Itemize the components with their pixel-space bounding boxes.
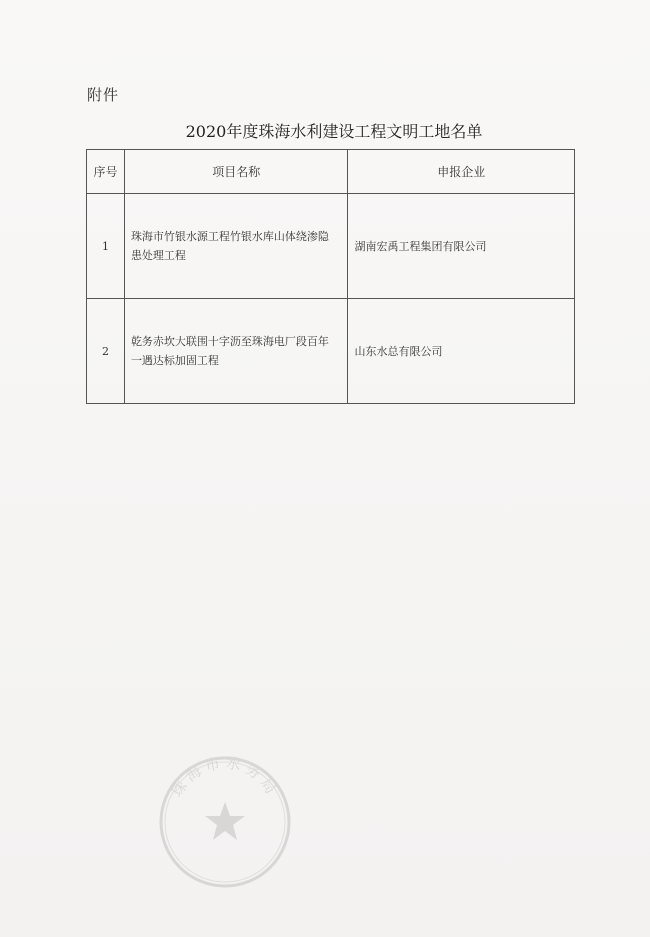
- table-row: [87, 194, 575, 299]
- document-title: 2020年度珠海水利建设工程文明工地名单: [185, 122, 483, 141]
- row-project-name: 乾务赤坎大联围十字沥至珠海电厂段百年一遇达标加固工程: [124, 299, 348, 404]
- official-seal-stamp: [155, 752, 295, 892]
- svg-text:珠海市水务局: 珠海市水务局: [167, 753, 283, 801]
- award-list-table: [86, 149, 575, 404]
- table-row: [87, 299, 575, 404]
- row-no: 2: [87, 299, 125, 404]
- header-project: 项目名称: [124, 150, 348, 194]
- header-no: 序号: [87, 150, 125, 194]
- row-company: 湖南宏禹工程集团有限公司: [348, 194, 575, 299]
- table-header-row: [87, 150, 575, 194]
- row-project-name: 珠海市竹银水源工程竹银水库山体绕渗隐患处理工程: [124, 194, 348, 299]
- header-company: 申报企业: [348, 150, 575, 194]
- row-no: 1: [87, 194, 125, 299]
- row-company: 山东水总有限公司: [348, 299, 575, 404]
- attachment-label: 附件: [87, 86, 120, 104]
